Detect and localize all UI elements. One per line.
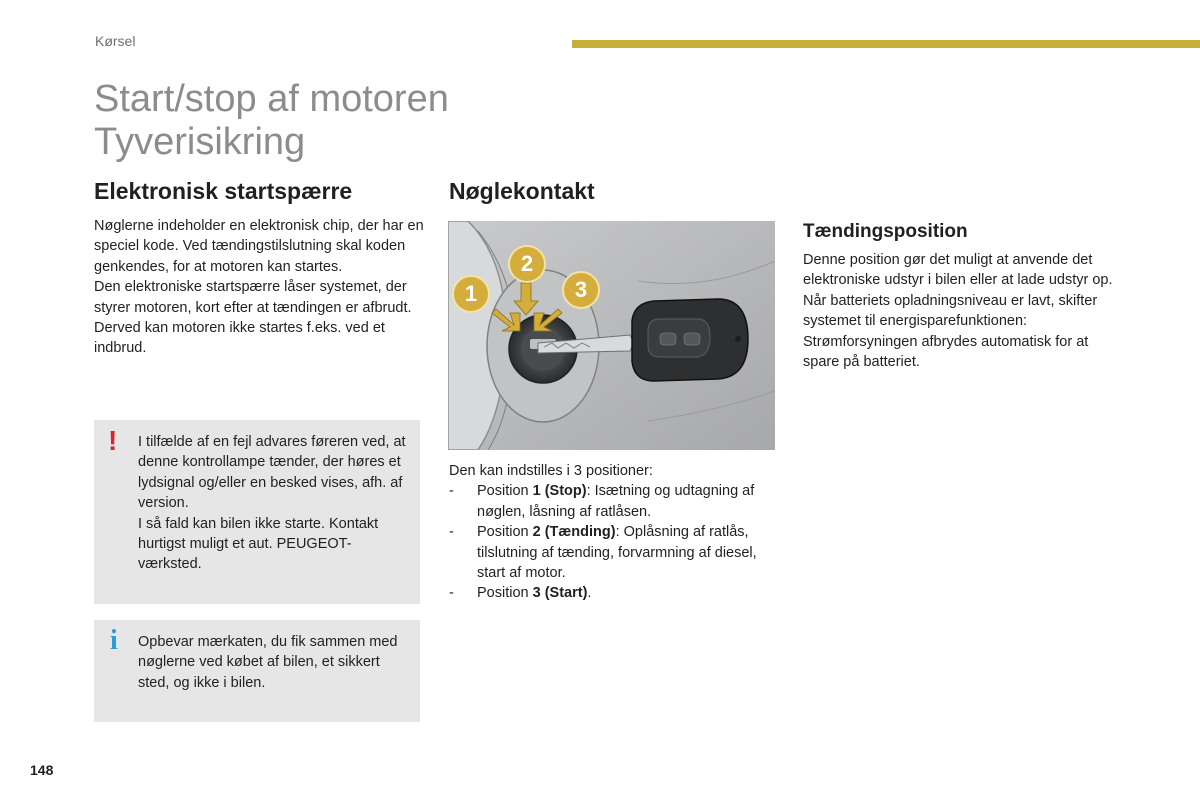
info-paragraph-1: Opbevar mærkaten, du fik sammen med nøglerne ved købet af bilen, et sikkert sted, og ikke i bilen.: [138, 634, 398, 691]
info-note: [94, 620, 420, 722]
immobilizer-text: [94, 216, 424, 359]
warning-paragraph-1: I tilfælde af en fejl advares føreren ved, at denne kontrollampe tænder, der høres et lydsignal og/eller en besked vises, afh. af version.: [138, 434, 406, 512]
title-line-1: Start/stop af motoren: [94, 78, 449, 120]
accent-bar: [572, 40, 1200, 48]
position-3-badge: 3: [562, 271, 600, 309]
page-number: 148: [30, 762, 54, 778]
position-2-badge: 2: [508, 245, 546, 283]
exclamation-icon: !: [108, 425, 118, 456]
position-1-badge: 1: [452, 275, 490, 313]
ignition-position-paragraph-2: Når batteriets opladningsniveau er lavt, skifter systemet til energisparefunktionen: Strømforsyningen afbrydes automatisk for at spare på batteriet.: [803, 292, 1098, 371]
title-line-2: Tyverisikring: [94, 121, 306, 163]
section-label: Kørsel: [95, 33, 136, 49]
heading-immobilizer: Elektronisk startspærre: [94, 178, 353, 204]
ignition-position-paragraph-1: Denne position gør det muligt at anvende det elektroniske udstyr i bilen eller at lade udstyr op.: [803, 252, 1113, 289]
ignition-switch-illustration: [448, 221, 775, 450]
immobilizer-paragraph-1: Nøglerne indeholder en elektronisk chip, der har en speciel kode. Ved tændingstilslutning skal koden genkendes, for at motoren kan startes.: [94, 218, 424, 275]
positions-text: [449, 461, 779, 604]
positions-intro: Den kan indstilles i 3 positioner:: [449, 463, 653, 479]
warning-text: [138, 432, 408, 575]
list-item: - Position 1 (Stop): Isætning og udtagning af nøglen, låsning af ratlåsen.: [449, 483, 755, 520]
heading-ignition-position: Tændingsposition: [803, 221, 968, 242]
warning-paragraph-2: I så fald kan bilen ikke starte. Kontakt hurtigst muligt et aut. PEUGEOT-værksted.: [138, 515, 379, 573]
list-item: - Position 3 (Start).: [449, 585, 592, 602]
info-text: [138, 632, 408, 693]
warning-note: [94, 420, 420, 604]
list-item: - Position 2 (Tænding): Oplåsning af ratlås, tilslutning af tænding, forvarmning af diesel, start af motor.: [449, 524, 757, 582]
page-title: [94, 78, 449, 164]
positions-list: [449, 481, 779, 603]
immobilizer-paragraph-2: Den elektroniske startspærre låser systemet, der styrer motoren, kort efter at tændingen er afbrudt. Derved kan motoren ikke startes f.eks. ved et indbrud.: [94, 279, 412, 357]
ignition-position-text: [803, 250, 1123, 372]
info-icon: i: [110, 625, 118, 656]
heading-ignition-switch: Nøglekontakt: [449, 178, 595, 204]
ignition-switch-drawing: [448, 221, 775, 450]
